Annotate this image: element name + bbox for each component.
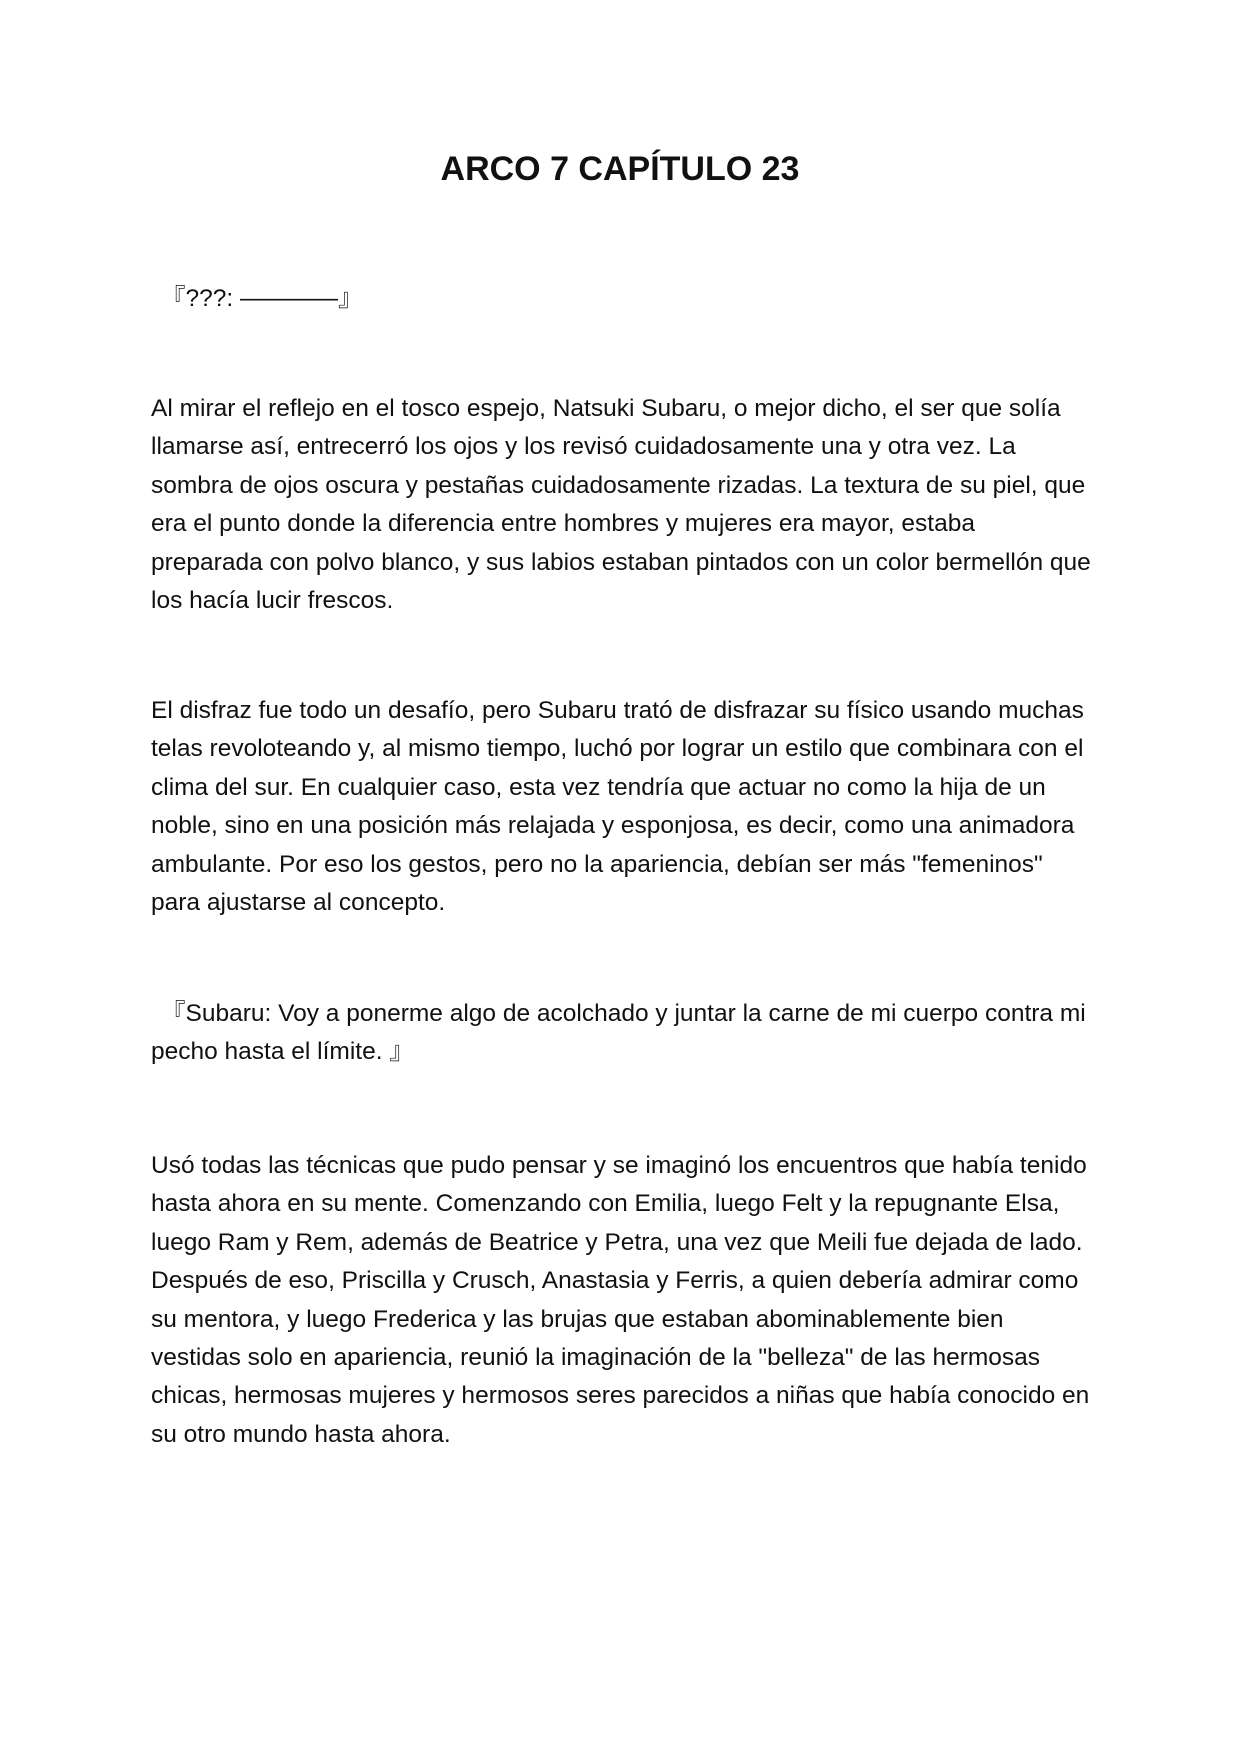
dialogue-line-subaru: 『Subaru: Voy a ponerme algo de acolchado y juntar la carne de mi cuerpo contra mi pecho hasta el límite. 』 — [151, 1000, 1086, 1066]
dialogue-line-unknown: 『???: ————』 — [161, 285, 363, 312]
paragraph-mirror-reflection: Al mirar el reflejo en el tosco espejo, Natsuki Subaru, o mejor dicho, el ser que solía llamarse así, entrecerró los ojos y los revisó cuidadosamente una y otra vez. La sombra de ojos oscura y pestañas cuidadosamente rizadas. La textura de su piel, que era el punto donde la diferencia entre hombres y mujeres era mayor, estaba preparada con polvo blanco, y sus labios estaban pintados con un color bermellón que los hacía lucir frescos. — [151, 395, 1091, 615]
paragraph-techniques: Usó todas las técnicas que pudo pensar y se imaginó los encuentros que había tenido hasta ahora en su mente. Comenzando con Emilia, luego Felt y la repugnante Elsa, luego Ram y Rem, además de Beatrice y Petra, una vez que Meili fue dejada de lado. Después de eso, Priscilla y Crusch, Anastasia y Ferris, a quien debería admirar como su mentora, y luego Frederica y las brujas que estaban abominablemente bien vestidas solo en apariencia, reunió la imaginación de la "belleza" de las hermosas chicas, hermosas mujeres y hermosos seres parecidos a niñas que había conocido en su otro mundo hasta ahora. — [151, 1152, 1090, 1448]
paragraph-disguise: El disfraz fue todo un desafío, pero Subaru trató de disfrazar su físico usando muchas telas revoloteando y, al mismo tiempo, luchó por lograr un estilo que combinara con el clima del sur. En cualquier caso, esta vez tendría que actuar no como la hija de un noble, sino en una posición más relajada y esponjosa, es decir, como una animadora ambulante. Por eso los gestos, pero no la apariencia, debían ser más "femeninos" para ajustarse al concepto. — [151, 697, 1084, 917]
chapter-title: ARCO 7 CAPÍTULO 23 — [440, 150, 800, 188]
